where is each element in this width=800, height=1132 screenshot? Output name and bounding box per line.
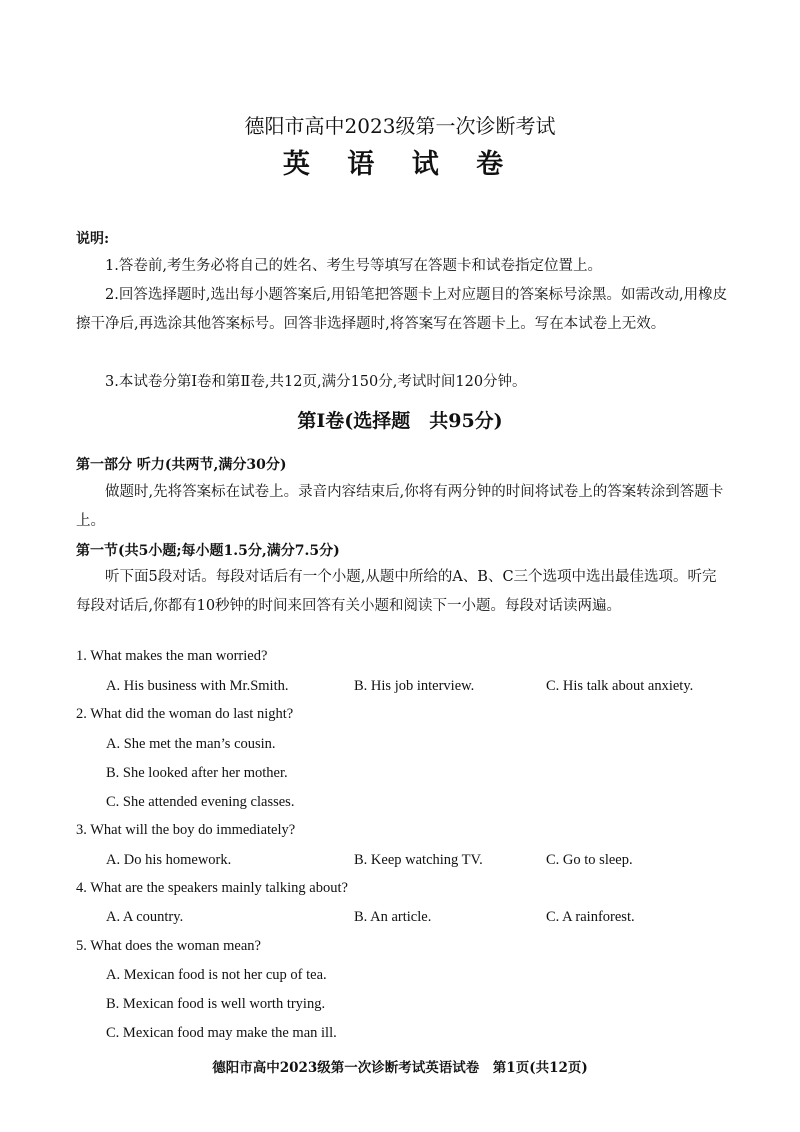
instruction-item-1: 1.答卷前,考生务必将自己的姓名、考生号等填写在答题卡和试卷指定位置上。 [105,258,602,274]
option-a: A. His business with Mr.Smith. [106,678,289,694]
option-b: B. Keep watching TV. [354,852,483,868]
option-a: A. She met the man’s cousin. [106,736,276,752]
part1-intro: 做题时,先将答案标在试卷上。录音内容结束后,你将有两分钟的时间将试卷上的答案转涂到答题卡上。 [76,484,724,529]
question-stem: 3. What will the boy do immediately? [76,822,296,838]
option-b: B. She looked after her mother. [106,765,288,781]
part1-sub-heading: 第一节(共5小题;每小题1.5分,满分7.5分) [76,543,340,559]
option-a: A. A country. [106,909,184,925]
instruction-item-2: 2.回答选择题时,选出每小题答案后,用铅笔把答题卡上对应题目的答案标号涂黑。如需改动,用橡皮擦干净后,再选涂其他答案标号。回答非选择题时,将答案写在答题卡上。写在本试卷上无效。 [76,287,728,332]
option-c: C. Go to sleep. [546,852,633,868]
exam-title: 德阳市高中2023级第一次诊断考试 [244,114,556,138]
subject-title: 英 语 试 卷 [282,149,518,180]
option-c: C. Mexican food may make the man ill. [106,1025,337,1041]
page-footer: 德阳市高中2023级第一次诊断考试英语试卷 第1页(共12页) [212,1060,588,1076]
instructions-label: 说明: [76,231,110,247]
question-stem: 2. What did the woman do last night? [76,706,294,722]
option-b: B. Mexican food is well worth trying. [106,996,326,1012]
part1-heading: 第一部分 听力(共两节,满分30分) [76,457,287,473]
question-stem: 4. What are the speakers mainly talking about? [76,880,348,896]
option-b: B. His job interview. [354,678,475,694]
instruction-item-3: 3.本试卷分第Ⅰ卷和第Ⅱ卷,共12页,满分150分,考试时间120分钟。 [105,374,527,390]
option-a: A. Do his homework. [106,852,232,868]
part1-sub-intro: 听下面5段对话。每段对话后有一个小题,从题中所给的A、B、C三个选项中选出最佳选项。听完每段对话后,你都有10秒钟的时间来回答有关小题和阅读下一小题。每段对话读两遍。 [76,569,717,614]
question-stem: 1. What makes the man worried? [76,648,268,664]
section-title: 第Ⅰ卷(选择题 共95分) [297,410,503,432]
option-c: C. A rainforest. [546,909,635,925]
question-stem: 5. What does the woman mean? [76,938,261,954]
option-c: C. She attended evening classes. [106,794,295,810]
option-c: C. His talk about anxiety. [546,678,694,694]
option-b: B. An article. [354,909,432,925]
option-a: A. Mexican food is not her cup of tea. [106,967,327,983]
